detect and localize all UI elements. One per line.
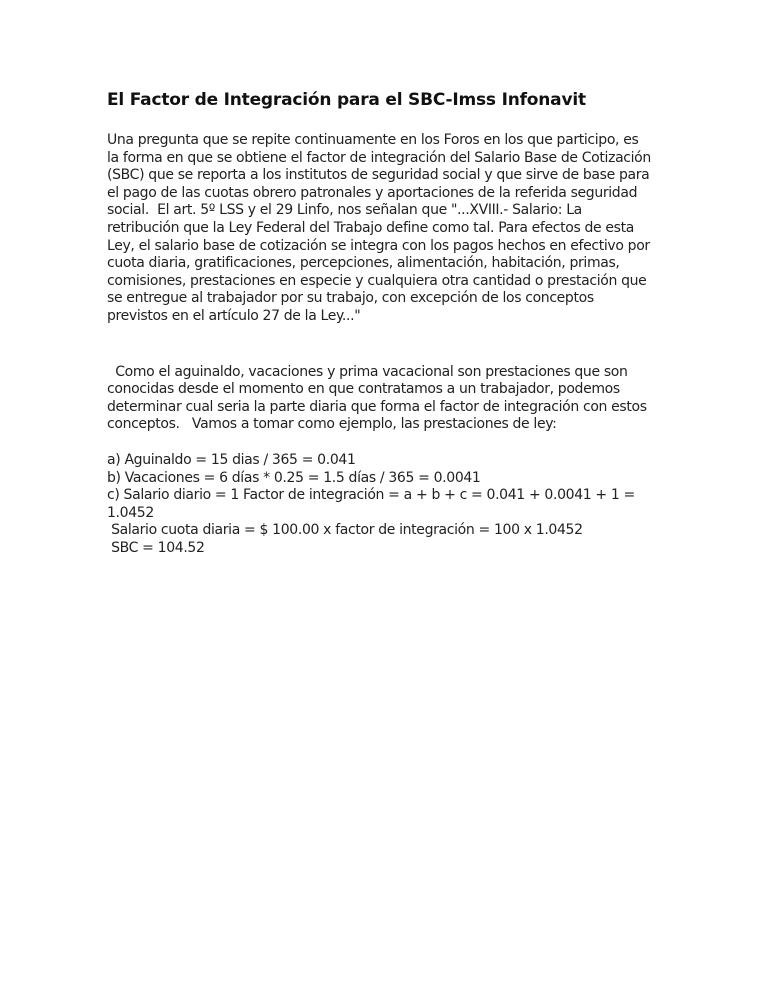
text-line: el pago de las cuotas obrero patronales y aportaciones de la referida seguridad: [107, 184, 638, 201]
text-line: comisiones, prestaciones en especie y cualquiera otra cantidad o prestación que: [107, 272, 647, 289]
text-line: se entregue al trabajador por su trabajo, con excepción de los conceptos: [107, 290, 594, 307]
paragraph-spacer: [107, 326, 667, 364]
calculation-line: Salario cuota diaria = $ 100.00 x factor de integración = 100 x 1.0452: [107, 522, 583, 539]
document-title: El Factor de Integración para el SBC-Imss Infonavit: [107, 90, 586, 110]
text-line: conocidas desde el momento en que contratamos a un trabajador, podemos: [107, 381, 620, 398]
explanation-paragraph: [107, 364, 667, 434]
calculation-line: a) Aguinaldo = 15 dias / 365 = 0.041: [107, 451, 356, 468]
text-line: conceptos. Vamos a tomar como ejemplo, las prestaciones de ley:: [107, 416, 557, 433]
text-line: determinar cual seria la parte diaria que forma el factor de integración con estos: [107, 398, 647, 415]
calculation-line: 1.0452: [107, 504, 154, 521]
text-line: cuota diaria, gratificaciones, percepciones, alimentación, habitación, primas,: [107, 255, 620, 272]
text-line: social. El art. 5º LSS y el 29 Linfo, nos señalan que "...XVIII.- Salario: La: [107, 202, 582, 219]
text-line: Una pregunta que se repite continuamente en los Foros en los que participo, es: [107, 132, 639, 148]
paragraph-spacer: [107, 434, 667, 452]
calculation-line: c) Salario diario = 1 Factor de integración = a + b + c = 0.041 + 0.0041 + 1 =: [107, 487, 635, 504]
text-line: la forma en que se obtiene el factor de integración del Salario Base de Cotización: [107, 149, 651, 166]
text-line: Como el aguinaldo, vacaciones y prima vacacional son prestaciones que son: [107, 363, 628, 380]
calculation-line: b) Vacaciones = 6 días * 0.25 = 1.5 días / 365 = 0.0041: [107, 469, 481, 486]
calculation-line: SBC = 104.52: [107, 539, 205, 556]
text-line: Ley, el salario base de cotización se integra con los pagos hechos en efectivo por: [107, 237, 650, 254]
text-line: (SBC) que se reporta a los institutos de seguridad social y que sirve de base para: [107, 167, 650, 184]
calculation-list: [107, 452, 667, 558]
document-body: [107, 132, 667, 557]
text-line: previstos en el artículo 27 de la Ley...": [107, 307, 361, 324]
text-line: retribución que la Ley Federal del Trabajo define como tal. Para efectos de esta: [107, 219, 634, 236]
intro-paragraph: [107, 132, 667, 326]
